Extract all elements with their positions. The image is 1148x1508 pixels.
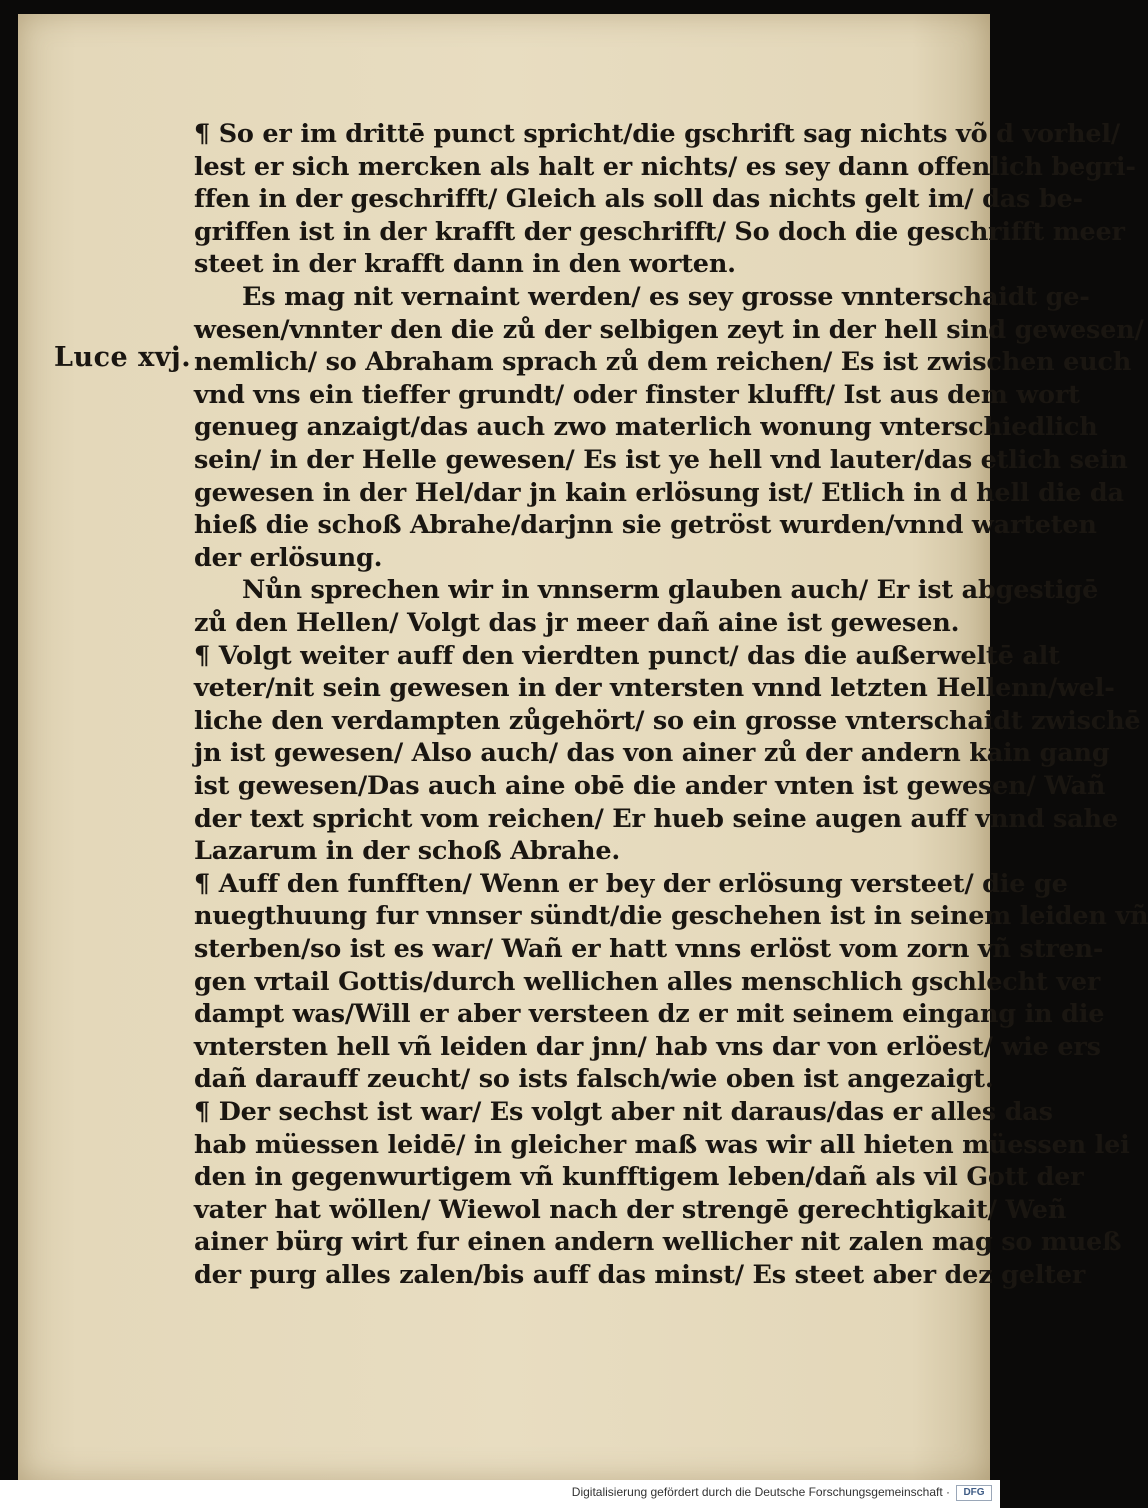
text-line: sein/ in der Helle gewesen/ Es ist ye hell vnd lauter/das etlich sein (194, 445, 1128, 475)
text-line: hieß die schoß Abrahe/darjnn sie getröst wurden/vnnd warteten (194, 510, 1097, 541)
text-line: ¶ Auff den funfften/ Wenn er bey der erlösung versteet/ die ge (194, 868, 1068, 899)
text-line: ist gewesen/Das auch aine obē die ander vnten ist gewesen/ Wañ (194, 771, 1106, 801)
text-line: steet in der krafft dann in den worten. (194, 249, 736, 280)
book-page (18, 14, 1148, 1480)
text-line: der erlösung. (194, 542, 383, 573)
text-line: ffen in der geschrifft/ Gleich als soll das nichts gelt im/ das be- (194, 184, 1083, 215)
text-line: ainer bürg wirt fur einen andern wellicher nit zalen mag so mueß (194, 1227, 1122, 1258)
text-line: den in gegenwurtigem vñ kunfftigem leben/dañ als vil Gott der (194, 1162, 1084, 1193)
text-line: lest er sich mercken als halt er nichts/ es sey dann offenlich begri- (194, 151, 1136, 182)
text-line: der text spricht vom reichen/ Er hueb seine augen auff vnnd sahe (194, 803, 1118, 834)
footer-bar (0, 1480, 1000, 1508)
text-line: jn ist gewesen/ Also auch/ das von ainer zů der andern kain gang (194, 738, 1110, 769)
text-line: Es mag nit vernaint werden/ es sey grosse vnnterschaidt ge- (242, 282, 1090, 312)
text-line: hab müessen leidē/ in gleicher maß was wir all hieten müessen lei (194, 1129, 1130, 1160)
text-line: sterben/so ist es war/ Wañ er hatt vnns erlöst vom zorn vñ stren- (194, 934, 1104, 964)
text-line: nemlich/ so Abraham sprach zů dem reichen/ Es ist zwischen euch (194, 347, 1132, 378)
text-line: gen vrtail Gottis/durch wellichen alles menschlich gschlecht ver (194, 966, 1101, 997)
text-line: Lazarum in der schoß Abrahe. (194, 836, 621, 867)
text-line: gewesen in der Hel/dar jn kain erlösung ist/ Etlich in d hell die da (194, 477, 1124, 508)
text-line: zů den Hellen/ Volgt das jr meer dañ aine ist gewesen. (194, 608, 960, 638)
dfg-logo: DFG (956, 1485, 992, 1501)
text-line: Nůn sprechen wir in vnnserm glauben auch/ Er ist abgestigē (242, 575, 1099, 606)
text-line: vnd vns ein tieffer grundt/ oder finster klufft/ Ist aus dem wort (194, 379, 1080, 410)
text-line: vntersten hell vñ leiden dar jnn/ hab vns dar von erlöest/ wie ers (194, 1031, 1101, 1062)
text-line: dañ darauff zeucht/ so ists falsch/wie oben ist angezaigt. (194, 1064, 994, 1095)
text-line: genueg anzaigt/das auch zwo materlich wonung vnterschiedlich (194, 412, 1098, 443)
text-line: ¶ Volgt weiter auff den vierdten punct/ das die außerweltē alt (194, 640, 1060, 671)
text-line: dampt was/Will er aber versteen dz er mit seinem eingang in die (194, 999, 1105, 1030)
text-line: ¶ Der sechst ist war/ Es volgt aber nit daraus/das er alles das (194, 1097, 1053, 1127)
text-line: ¶ So er im drittē punct spricht/die gschrift sag nichts võ d vorhel/ (194, 119, 1121, 149)
text-line: veter/nit sein gewesen in der vntersten vnnd letzten Hellenn/wel- (194, 673, 1115, 704)
text-line: nuegthuung fur vnnser sündt/die geschehen ist in seinem leiden vñ (194, 901, 1148, 932)
text-line: der purg alles zalen/bis auff das minst/ Es steet aber dez gelter (194, 1260, 1086, 1290)
digitization-credit: Digitalisierung gefördert durch die Deutsche Forschungsgemeinschaft · (571, 1485, 950, 1499)
text-line: liche den verdampten zůgehört/ so ein grosse vnterschaidt zwischē (194, 705, 1141, 736)
text-line: vater hat wöllen/ Wiewol nach der strengē gerechtigkait/ Weñ (194, 1194, 1067, 1225)
text-line: wesen/vnnter den die zů der selbigen zeyt in der hell sind gewesen/ (194, 314, 1144, 345)
text-line: griffen ist in der krafft der geschrifft/ So doch die geschrifft meer (194, 216, 1125, 247)
margin-note: Luce xvj. (54, 342, 192, 373)
